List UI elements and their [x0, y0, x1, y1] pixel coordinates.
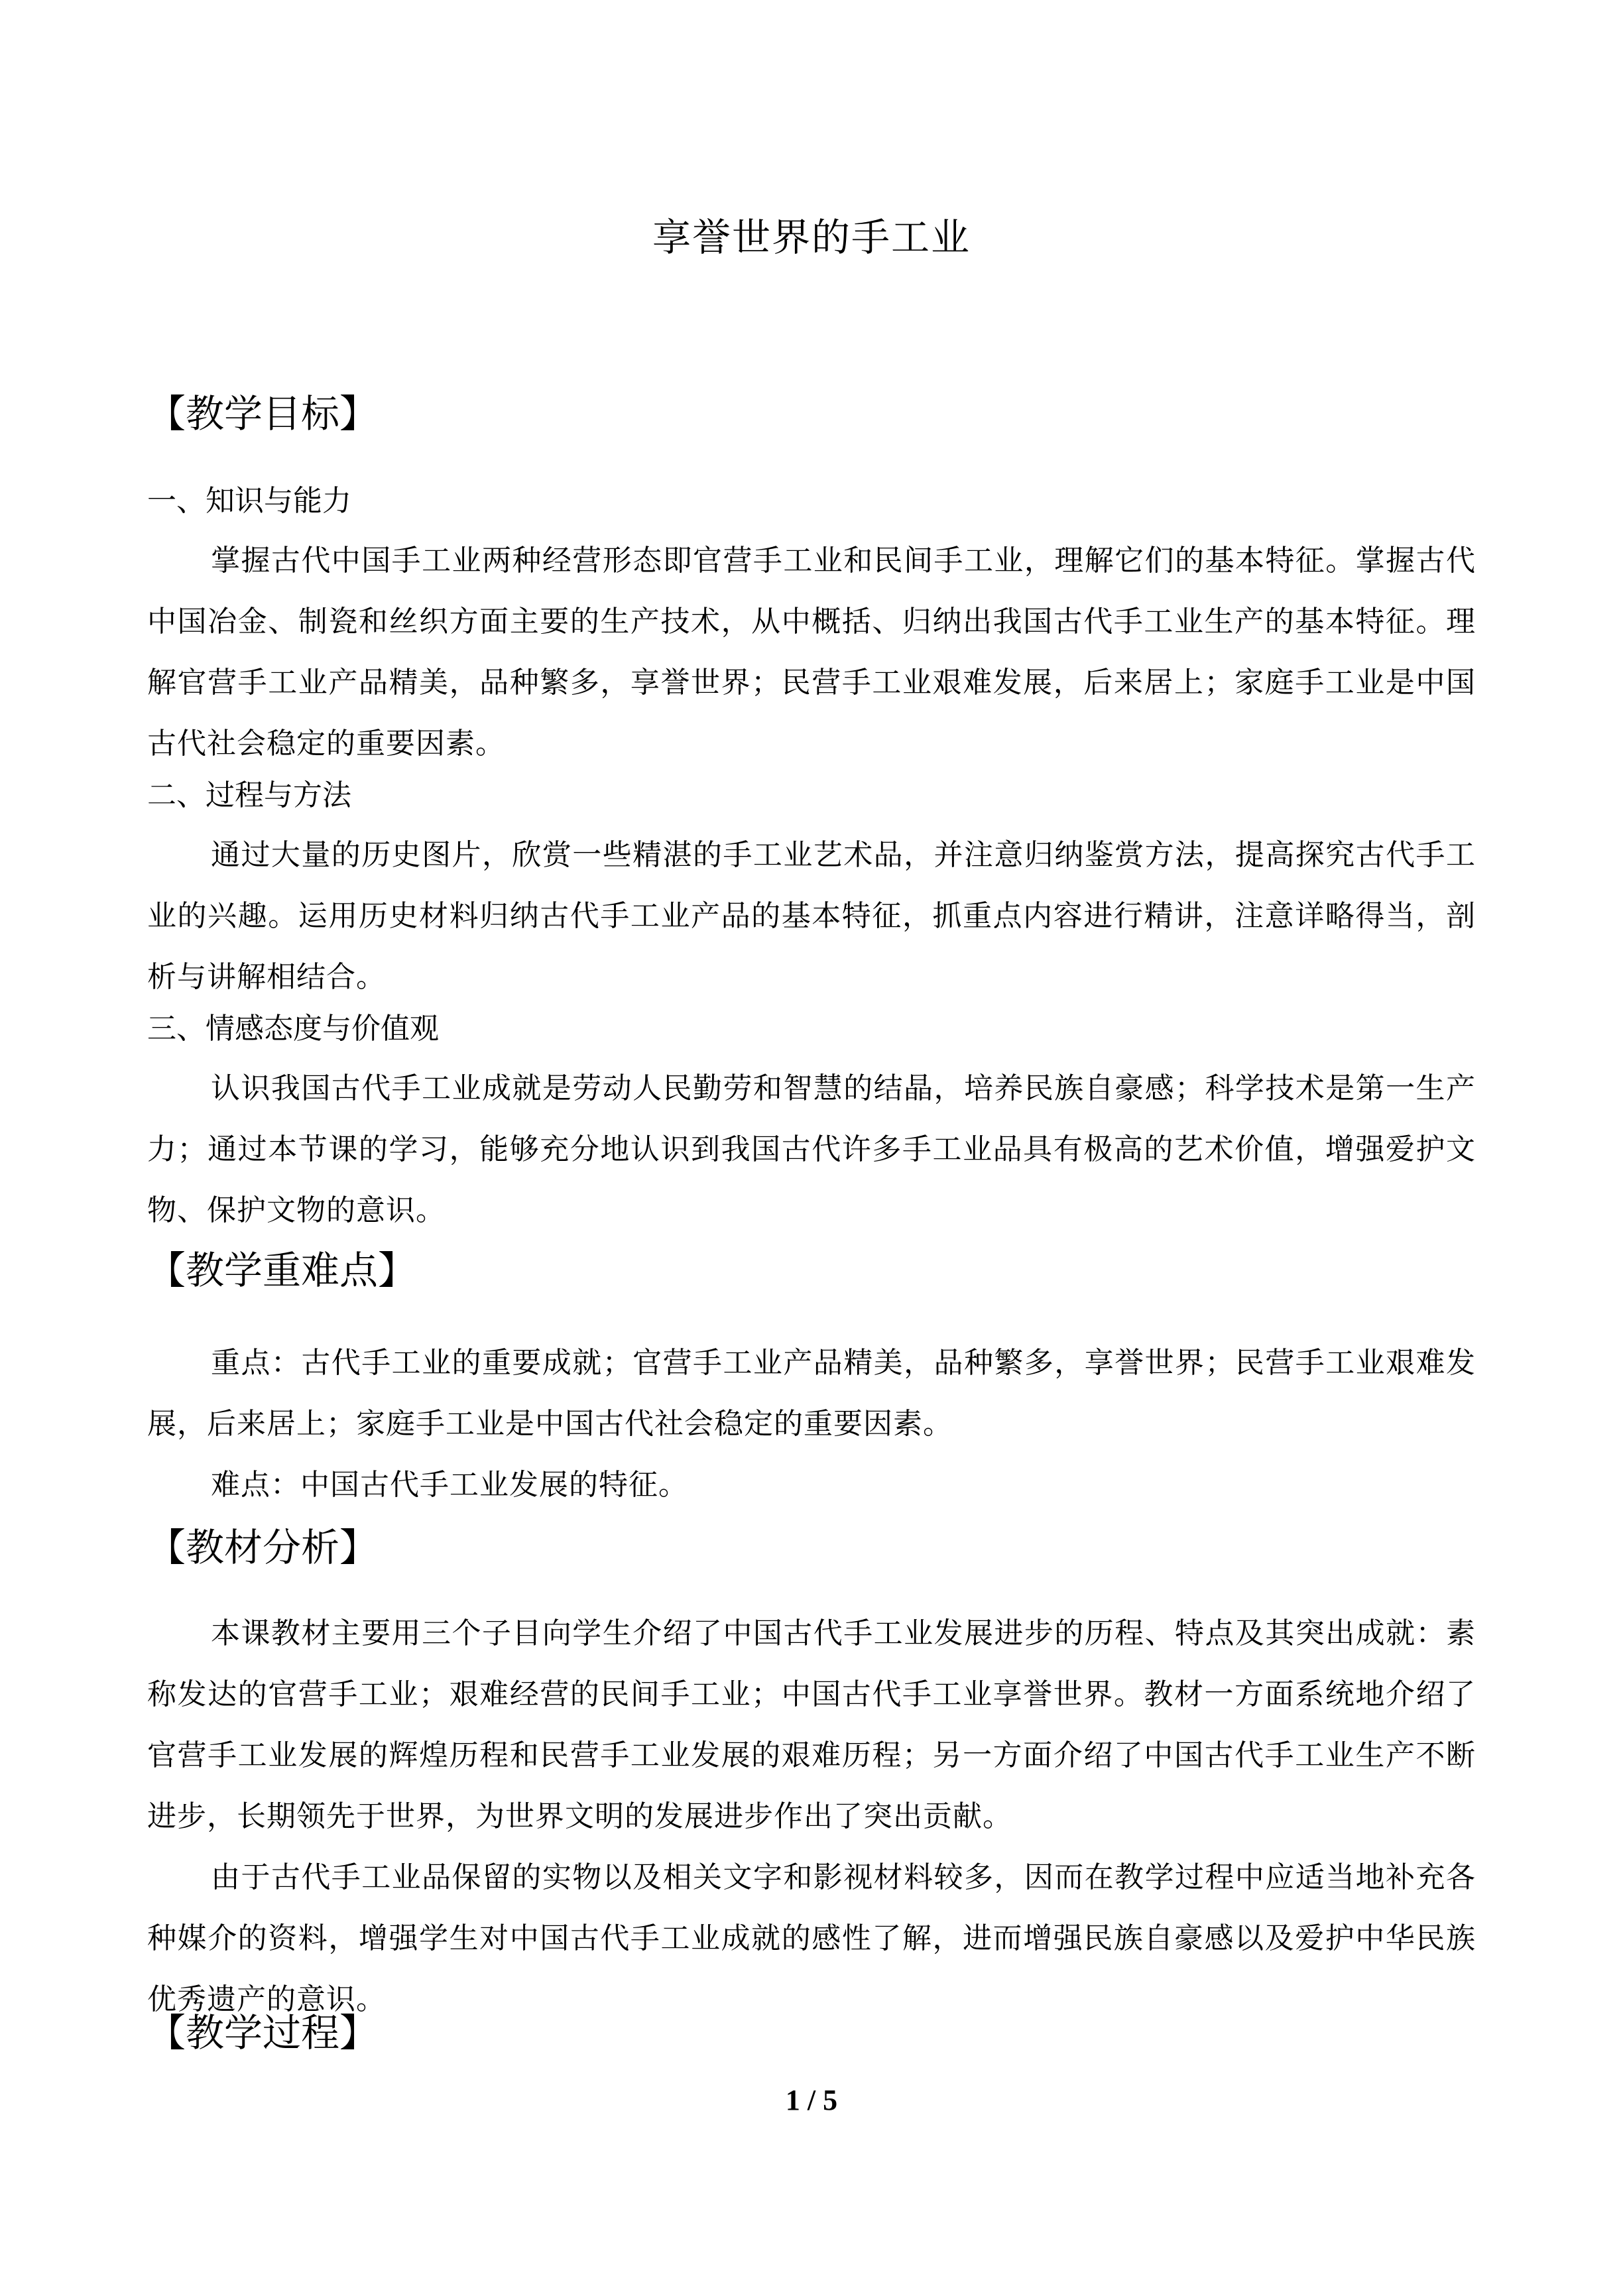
- heading-objectives: 【教学目标】: [147, 391, 379, 436]
- paragraph-analysis-2: 由于古代手工业品保留的实物以及相关文字和影视材料较多，因而在教学过程中应适当地补充各种媒介的资料，增强学生对中国古代手工业成就的感性了解，进而增强民族自豪感以及爱护中华民族优秀遗产的意识。: [147, 1860, 1476, 2016]
- heading-analysis: 【教材分析】: [147, 1525, 379, 1570]
- subheading-process-method: 二、过程与方法: [147, 778, 351, 812]
- page-title: 享誉世界的手工业: [652, 215, 971, 260]
- paragraph-knowledge: 掌握古代中国手工业两种经营形态即官营手工业和民间手工业，理解它们的基本特征。掌握古代中国冶金、制瓷和丝织方面主要的生产技术，从中概括、归纳出我国古代手工业生产的基本特征。理解官营手工业产品精美，品种繁多，享誉世界；民营手工业艰难发展，后来居上；家庭手工业是中国古代社会稳定的重要因素。: [147, 544, 1476, 760]
- page-number: 1 / 5: [785, 2084, 838, 2116]
- paragraph-process-method: 通过大量的历史图片，欣赏一些精湛的手工业艺术品，并注意归纳鉴赏方法，提高探究古代手工业的兴趣。运用历史材料归纳古代手工业产品的基本特征，抓重点内容进行精讲，注意详略得当，剖析与讲解相结合。: [147, 838, 1476, 994]
- heading-process: 【教学过程】: [147, 2010, 379, 2055]
- paragraph-key-point: 重点：古代手工业的重要成就；官营手工业产品精美，品种繁多，享誉世界；民营手工业艰难发展，后来居上；家庭手工业是中国古代社会稳定的重要因素。: [147, 1346, 1476, 1441]
- subheading-values: 三、情感态度与价值观: [147, 1012, 439, 1046]
- subheading-knowledge: 一、知识与能力: [147, 484, 351, 518]
- paragraph-analysis-1: 本课教材主要用三个子目向学生介绍了中国古代手工业发展进步的历程、特点及其突出成就：素称发达的官营手工业；艰难经营的民间手工业；中国古代手工业享誉世界。教材一方面系统地介绍了官营手工业发展的辉煌历程和民营手工业发展的艰难历程；另一方面介绍了中国古代手工业生产不断进步，长期领先于世界，为世界文明的发展进步作出了突出贡献。: [147, 1616, 1476, 1833]
- paragraph-values: 认识我国古代手工业成就是劳动人民勤劳和智慧的结晶，培养民族自豪感；科学技术是第一生产力；通过本节课的学习，能够充分地认识到我国古代许多手工业品具有极高的艺术价值，增强爱护文物、保护文物的意识。: [147, 1071, 1476, 1227]
- heading-keypoints: 【教学重难点】: [147, 1248, 417, 1293]
- paragraph-difficulty: 难点：中国古代手工业发展的特征。: [211, 1468, 688, 1502]
